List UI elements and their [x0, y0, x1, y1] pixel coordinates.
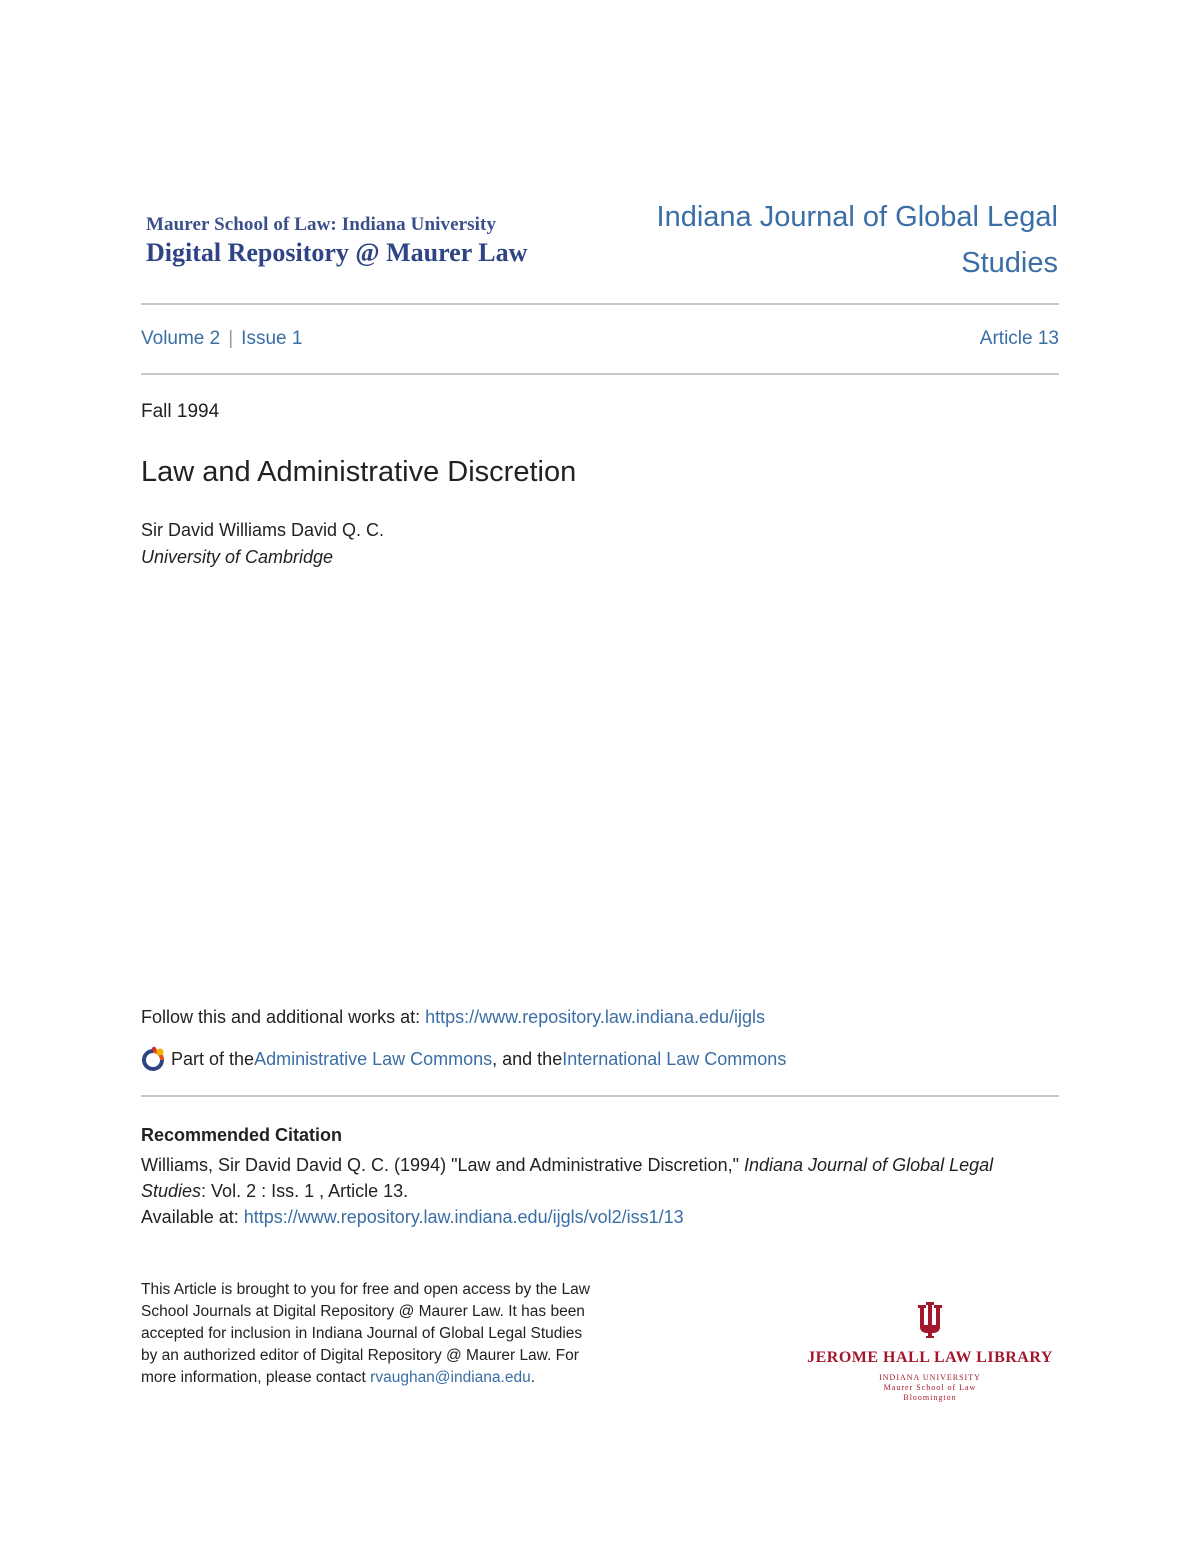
- logo-line1: Maurer School of Law: Indiana University: [146, 214, 497, 235]
- part-of-line: [141, 1046, 786, 1072]
- library-line1: INDIANA UNIVERSITY: [879, 1373, 981, 1382]
- divider-top: [141, 303, 1059, 305]
- issue-link[interactable]: Issue 1: [241, 328, 303, 349]
- follow-prefix: Follow this and additional works at:: [141, 1007, 426, 1027]
- citation-journal: Indiana Journal of Global Legal Studies: [141, 1155, 994, 1201]
- repository-logo[interactable]: [146, 214, 527, 268]
- library-name: JEROME HALL LAW LIBRARY: [807, 1349, 1053, 1366]
- access-statement: [141, 1279, 593, 1389]
- iu-trident-icon: [915, 1300, 945, 1338]
- admin-law-commons-link[interactable]: Administrative Law Commons: [254, 1048, 493, 1069]
- international-law-commons-link[interactable]: International Law Commons: [562, 1048, 787, 1069]
- citation-suffix: : Vol. 2 : Iss. 1 , Article 13.: [201, 1181, 409, 1201]
- article-link[interactable]: Article 13: [979, 328, 1059, 349]
- author-name: Sir David Williams David Q. C.: [141, 520, 385, 540]
- library-logo: [790, 1300, 1070, 1403]
- citation-body: [141, 1152, 1061, 1230]
- available-url-link[interactable]: https://www.repository.law.indiana.edu/ijgls/vol2/iss1/13: [243, 1207, 684, 1227]
- publication-date: Fall 1994: [141, 401, 220, 422]
- citation-heading: Recommended Citation: [141, 1125, 343, 1145]
- citation-text: Williams, Sir David David Q. C. (1994) "Law and Administrative Discretion,": [141, 1155, 744, 1175]
- contact-email-link[interactable]: rvaughan@indiana.edu: [370, 1369, 531, 1386]
- library-line2: Maurer School of Law: [883, 1383, 977, 1392]
- volume-link[interactable]: Volume 2: [141, 328, 221, 349]
- part-of-prefix: Part of the: [171, 1048, 255, 1069]
- available-prefix: Available at:: [141, 1207, 244, 1227]
- issue-row: [141, 328, 1059, 354]
- access-statement-text: This Article is brought to you for free and open access by the Law School Journals at Digital Repository @ Maurer Law. It has been accepted for inclusion in Indiana Journal of Global Legal Studies by an authorized editor of Digital Repository @ Maurer Law. For more information, please contact: [141, 1281, 590, 1386]
- follow-url-link[interactable]: https://www.repository.law.indiana.edu/ijgls: [425, 1007, 765, 1027]
- divider-mid: [141, 373, 1059, 375]
- logo-line2: Digital Repository @ Maurer Law: [146, 238, 528, 267]
- journal-title-link[interactable]: Indiana Journal of Global Legal Studies: [656, 201, 1058, 279]
- article-title: Law and Administrative Discretion: [141, 456, 577, 488]
- access-statement-end: .: [530, 1369, 536, 1386]
- divider-bottom: [141, 1095, 1059, 1097]
- separator: |: [228, 328, 234, 349]
- follow-line: [141, 1007, 765, 1028]
- library-line3: Bloomington: [903, 1393, 957, 1402]
- network-commons-icon: [141, 1046, 167, 1072]
- author-affiliation: University of Cambridge: [141, 547, 334, 567]
- part-of-mid: , and the: [492, 1048, 563, 1069]
